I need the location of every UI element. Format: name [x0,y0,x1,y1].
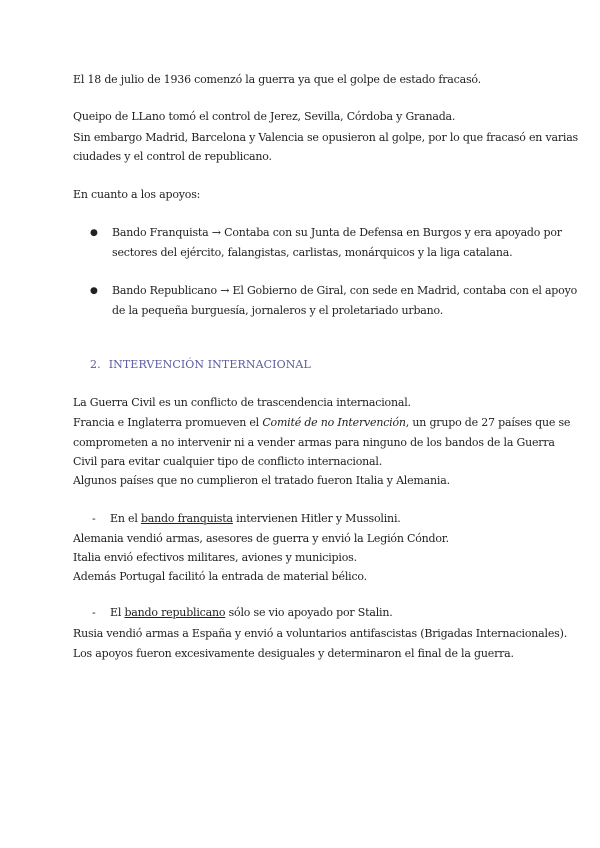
bullet-franquista-line1: Bando Franquista → Contaba con su Junta de Defensa en Burgos y era apoyado por [112,226,562,239]
bullet-republicano-line2: de la pequeña burguesía, jornaleros y el proletariado urbano. [112,304,444,317]
text-span: En el [110,512,141,525]
dash-marker: - [92,606,96,619]
text-span: Francia e Inglaterra promueven el [73,416,263,429]
sub-republicano-line3: Los apoyos fueron excesivamente desiguales y determinaron el final de la guerra. [73,647,514,660]
paragraph-guerra-line4: Civil para evitar cualquier tipo de conflicto internacional. [73,455,383,468]
bullet-franquista-line2: sectores del ejército, falangistas, carlistas, monárquicos y la liga catalana. [112,246,513,259]
paragraph-guerra-line1: La Guerra Civil es un conflicto de trascendencia internacional. [73,396,411,409]
paragraph-guerra-line3: comprometen a no intervenir ni a vender armas para ninguno de los bandos de la Guerra [73,436,555,449]
paragraph-intro: El 18 de julio de 1936 comenzó la guerra ya que el golpe de estado fracasó. [73,73,481,86]
paragraph-queipo-line2: Sin embargo Madrid, Barcelona y Valencia se opusieron al golpe, por lo que fracasó en varias [73,131,579,144]
section-heading [90,358,311,372]
text-span: sólo se vio apoyado por Stalin. [225,606,393,619]
sub-franquista-heading [110,512,401,526]
paragraph-apoyos: En cuanto a los apoyos: [73,188,201,201]
sub-franquista-line2: Alemania vendió armas, asesores de guerra y envió la Legión Cóndor. [73,532,449,545]
paragraph-guerra-line2 [73,416,570,430]
bando-republicano-link[interactable]: bando republicano [124,606,226,619]
paragraph-guerra-line5: Algunos países que no cumplieron el tratado fueron Italia y Alemania. [73,474,450,487]
sub-franquista-line3: Italia envió efectivos militares, aviones y municipios. [73,551,357,564]
comite-name: Comité de no Intervención [262,416,406,429]
sub-franquista-line4: Además Portugal facilitó la entrada de material bélico. [73,570,367,583]
text-span: intervienen Hitler y Mussolini. [232,512,401,525]
section-title: INTERVENCIÓN INTERNACIONAL [108,358,311,371]
paragraph-queipo-line1: Queipo de LLano tomó el control de Jerez, Sevilla, Córdoba y Granada. [73,110,456,123]
dash-marker: - [92,512,96,525]
sub-republicano-line2: Rusia vendió armas a España y envió a voluntarios antifascistas (Brigadas Internacionales). [73,627,567,640]
sub-republicano-heading [110,606,393,620]
bullet-marker: ● [90,228,98,238]
text-span: El [110,606,125,619]
paragraph-queipo-line3: ciudades y el control de republicano. [73,150,272,163]
bullet-marker: ● [90,286,98,296]
bullet-republicano-line1: Bando Republicano → El Gobierno de Giral, con sede en Madrid, contaba con el apoyo [112,284,578,297]
bando-franquista-link[interactable]: bando franquista [140,512,233,525]
section-number: 2. [90,358,101,371]
text-span: , un grupo de 27 países que se [405,416,571,429]
